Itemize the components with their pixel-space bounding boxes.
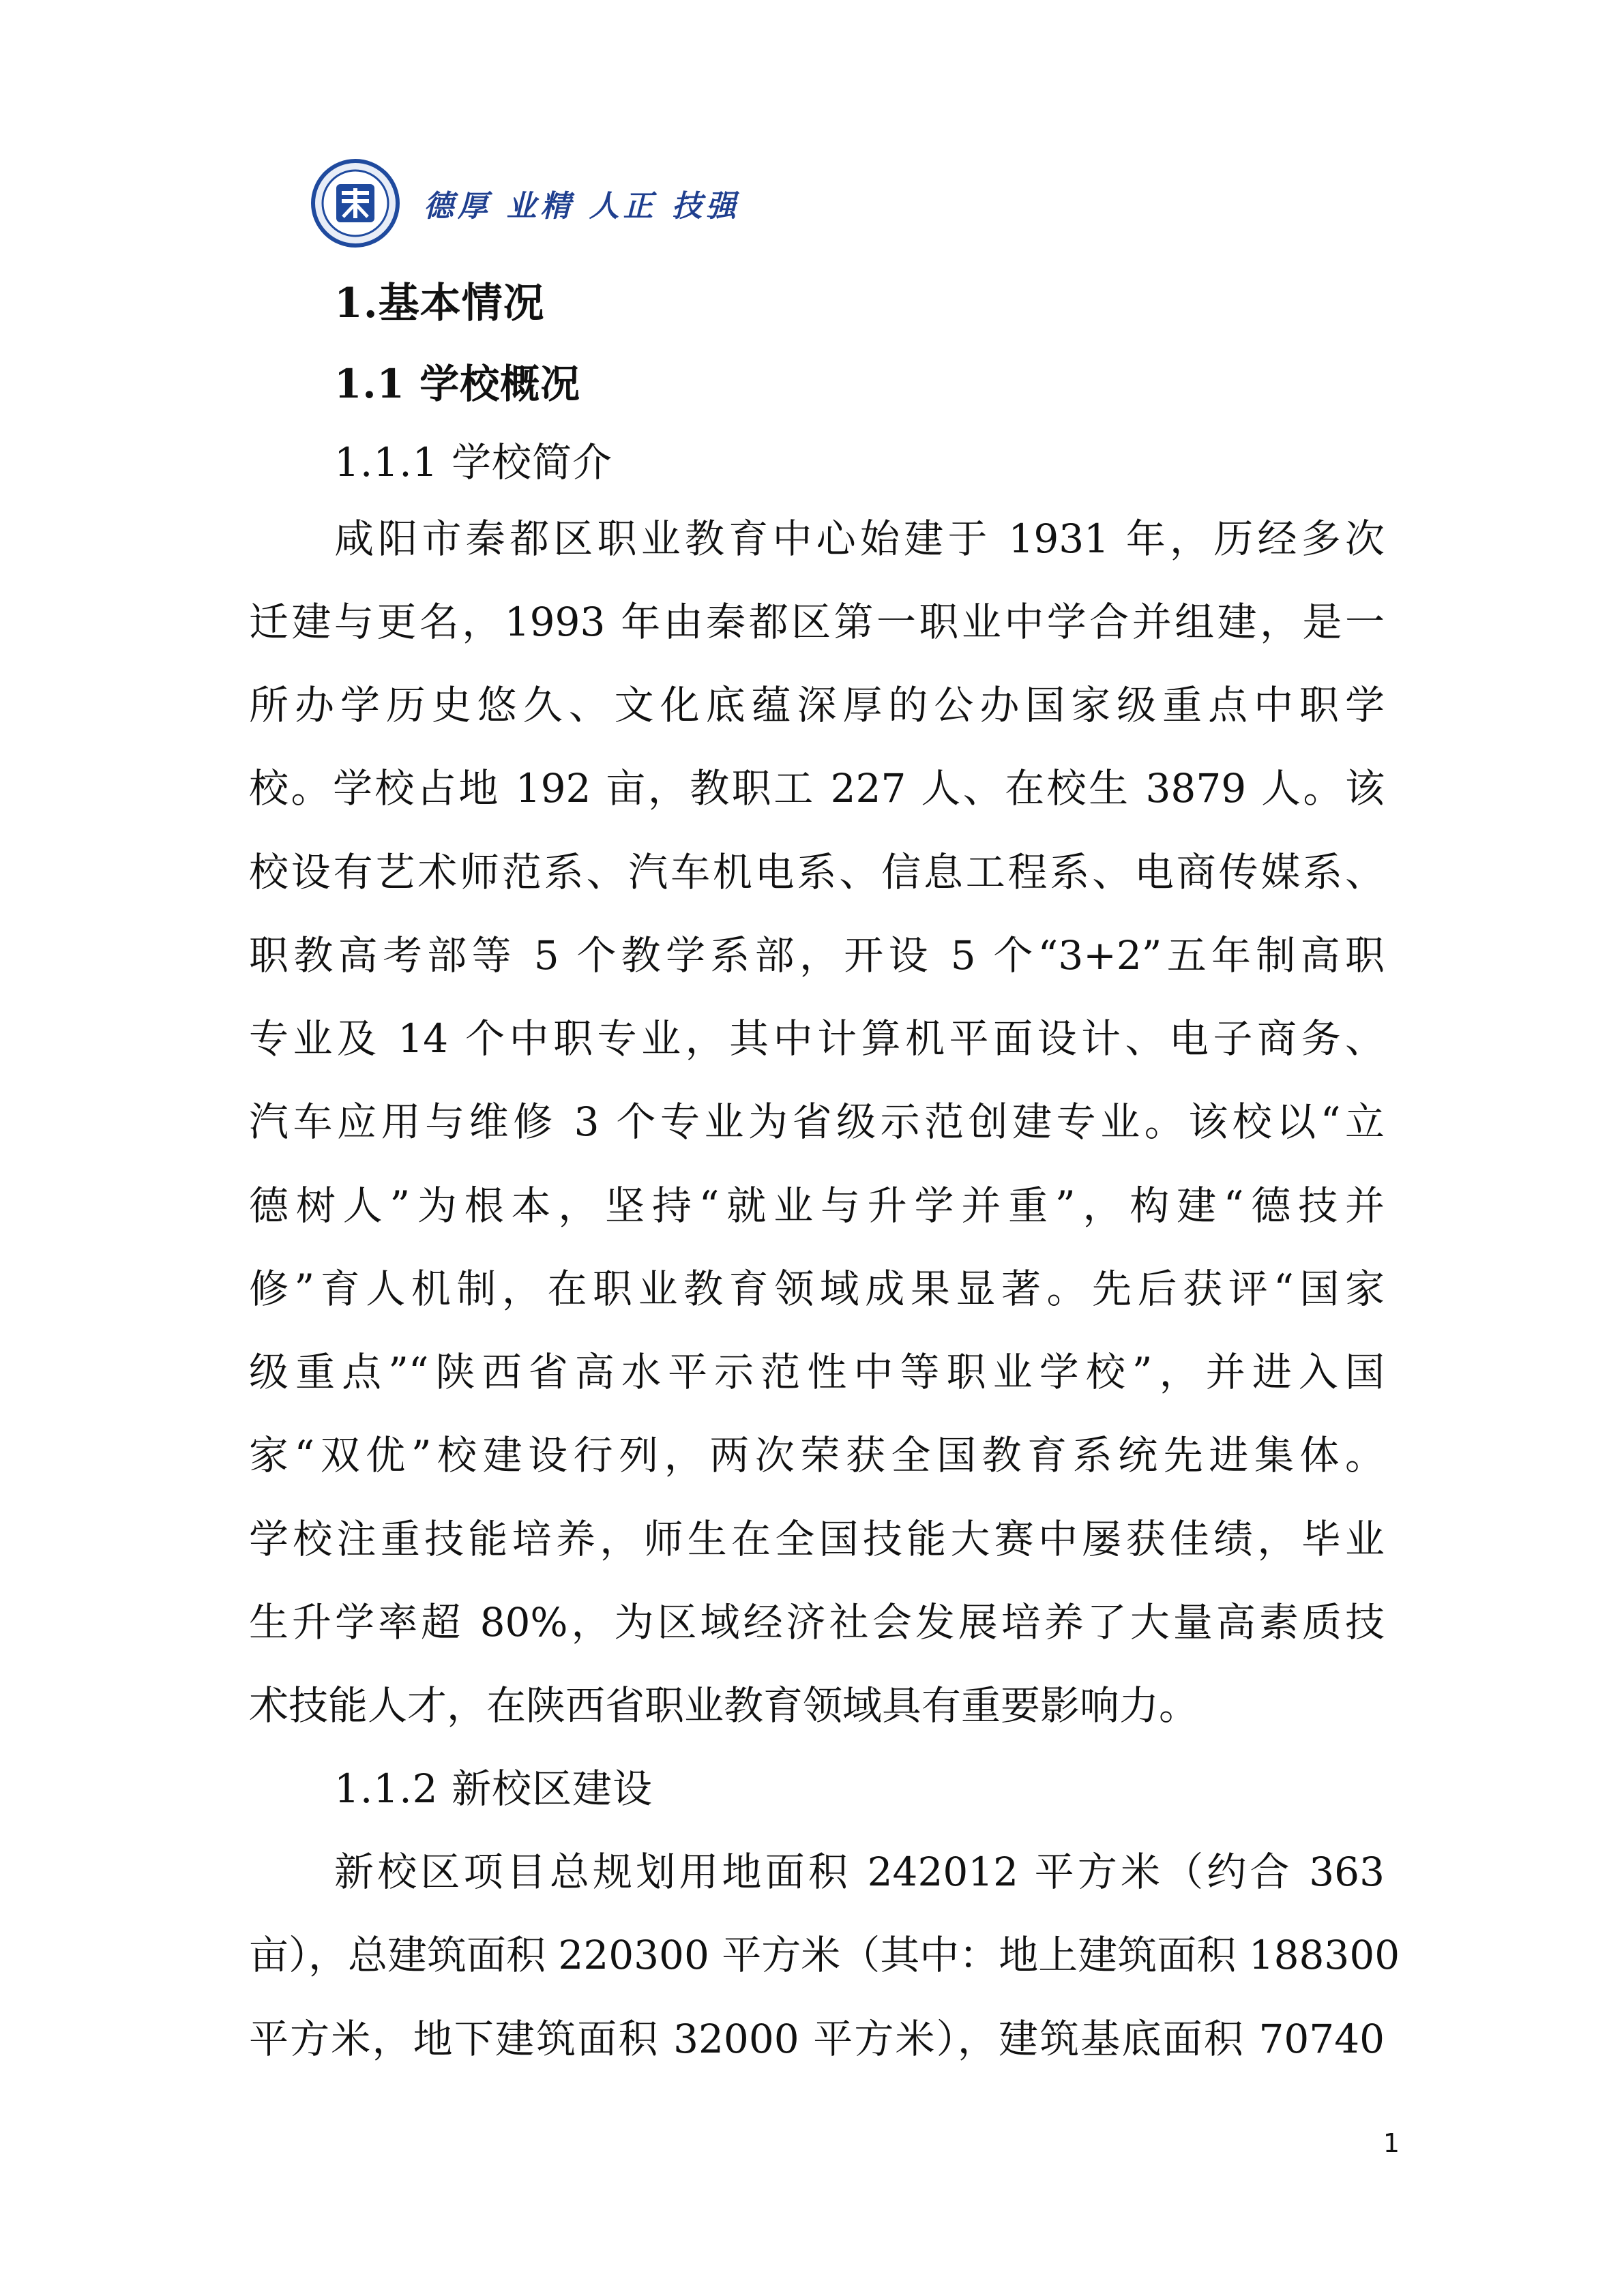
paragraph-line: 德树人”为根本，坚持“就业与升学并重”，构建“德技并: [249, 1182, 1385, 1229]
subsection-heading: 1.1 学校概况: [334, 361, 581, 407]
paragraph-line: 亩），总建筑面积 220300 平方米（其中：地上建筑面积 188300: [249, 1932, 1400, 1978]
paragraph-line: 生升学率超 80%，为区域经济社会发展培养了大量高素质技: [249, 1599, 1385, 1645]
subsubsection-heading-intro: 1.1.1 学校简介: [334, 439, 613, 486]
paragraph-line: 专业及 14 个中职专业，其中计算机平面设计、电子商务、: [249, 1015, 1385, 1062]
paragraph-line: 校设有艺术师范系、汽车机电系、信息工程系、电商传媒系、: [249, 849, 1385, 895]
paragraph-line: 汽车应用与维修 3 个专业为省级示范创建专业。该校以“立: [249, 1099, 1385, 1145]
paragraph-line: 咸阳市秦都区职业教育中心始建于 1931 年，历经多次: [334, 516, 1385, 562]
page-number: 1: [1383, 2128, 1400, 2158]
paragraph-line: 所办学历史悠久、文化底蕴深厚的公办国家级重点中职学: [249, 682, 1385, 728]
school-seal-icon: [310, 158, 400, 248]
paragraph-line: 平方米，地下建筑面积 32000 平方米），建筑基底面积 70740: [249, 2016, 1385, 2062]
paragraph-line: 术技能人才，在陕西省职业教育领域具有重要影响力。: [249, 1682, 1199, 1729]
paragraph-line: 校。学校占地 192 亩，教职工 227 人、在校生 3879 人。该: [249, 765, 1385, 811]
paragraph-line: 学校注重技能培养，师生在全国技能大赛中屡获佳绩，毕业: [249, 1516, 1385, 1562]
paragraph-line: 修”育人机制，在职业教育领域成果显著。先后获评“国家: [249, 1266, 1385, 1312]
paragraph-line: 新校区项目总规划用地面积 242012 平方米（约合 363: [334, 1849, 1385, 1895]
paragraph-line: 迁建与更名，1993 年由秦都区第一职业中学合并组建，是一: [249, 599, 1385, 645]
school-motto: 德厚 业精 人正 技强: [424, 189, 740, 224]
paragraph-line: 家“双优”校建设行列，两次荣获全国教育系统先进集体。: [249, 1432, 1385, 1478]
header-logo: [310, 149, 767, 258]
section-heading: 1.基本情况: [334, 280, 545, 327]
subsubsection-heading-campus: 1.1.2 新校区建设: [334, 1765, 653, 1812]
paragraph-line: 级重点”“陕西省高水平示范性中等职业学校”，并进入国: [249, 1349, 1385, 1395]
paragraph-line: 职教高考部等 5 个教学系部，开设 5 个“3+2”五年制高职: [249, 932, 1385, 979]
